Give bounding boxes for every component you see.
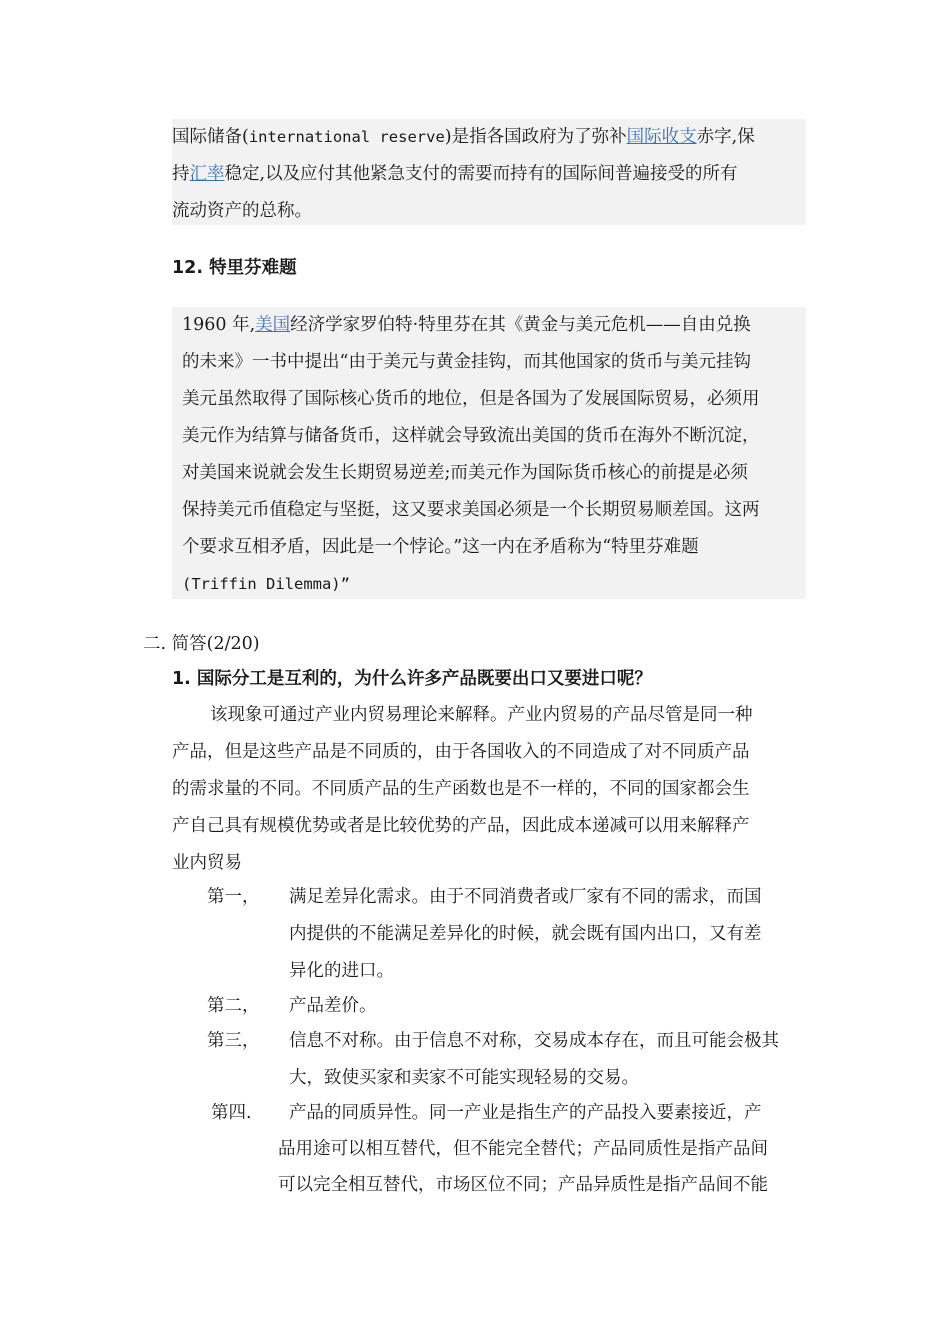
list-item-cont (0, 916, 950, 953)
list-item-cont (0, 1167, 950, 1204)
triffin-line-5: 对美国来说就会发生长期贸易逆差;而美元作为国际货币核心的前提是必须 (182, 463, 748, 483)
triffin-heading: 12. 特里芬难题 (172, 258, 297, 278)
question-1: 1. 国际分工是互利的，为什么许多产品既要出口又要进口呢？ (172, 669, 652, 689)
item-text: 信息不对称。由于信息不对称，交易成本存在，而且可能会极其 (289, 1031, 779, 1051)
item-label: 第二， (207, 996, 260, 1016)
item-text: 可以完全相互替代，市场区位不同；产品异质性是指产品间不能 (278, 1175, 768, 1195)
item-text: 异化的进口。 (289, 961, 394, 981)
answer-line-1: 该现象可通过产业内贸易理论来解释。产业内贸易的产品尽管是同一种 (210, 705, 753, 725)
list-item-cont (0, 1060, 950, 1097)
item-text: 产品的同质异性。同一产业是指生产的产品投入要素接近，产 (289, 1103, 762, 1123)
term-international-reserve: international reserve (248, 128, 445, 146)
reserve-line-2: 持汇率稳定,以及应付其他紧急支付的需要而持有的国际间普遍接受的所有 (172, 164, 738, 184)
list-item-cont (0, 953, 950, 990)
item-label: 第三， (207, 1031, 260, 1051)
answer-paragraph (172, 697, 812, 882)
answer-line-4: 产自己具有规模优势或者是比较优势的产品，因此成本递减可以用来解释产 (172, 816, 750, 836)
triffin-line-8: (Triffin Dilemma)” (182, 575, 350, 593)
triffin-paragraph (172, 307, 806, 599)
triffin-line-3: 美元虽然取得了国际核心货币的地位，但是各国为了发展国际贸易，必须用 (182, 389, 760, 409)
list-item (0, 1023, 950, 1060)
triffin-line-7: 个要求互相矛盾，因此是一个悖论。”这一内在矛盾称为“特里芬难题 (182, 537, 699, 557)
link-exchange-rate[interactable]: 汇率 (189, 164, 225, 184)
reserve-line-3: 流动资产的总称。 (172, 201, 312, 221)
list-item-cont (0, 1131, 950, 1168)
reserve-line-1: 国际储备(international reserve)是指各国政府为了弥补国际收支赤字,保 (172, 127, 755, 147)
triffin-line-2: 的未来》一书中提出“由于美元与黄金挂钩，而其他国家的货币与美元挂钩 (182, 352, 751, 372)
item-text: 品用途可以相互替代，但不能完全替代；产品同质性是指产品间 (278, 1139, 768, 1159)
item-text: 满足差异化需求。由于不同消费者或厂家有不同的需求，而国 (289, 887, 762, 907)
section-short-answer: 二. 简答(2/20) (143, 634, 260, 654)
item-label: 第四. (211, 1103, 252, 1123)
answer-line-3: 的需求量的不同。不同质产品的生产函数也是不一样的，不同的国家都会生 (172, 779, 750, 799)
answer-line-2: 产品，但是这些产品是不同质的，由于各国收入的不同造成了对不同质产品 (172, 742, 750, 762)
item-text: 产品差价。 (289, 996, 377, 1016)
triffin-line-1: 1960 年,美国经济学家罗伯特·特里芬在其《黄金与美元危机——自由兑换 (182, 315, 751, 335)
link-usa[interactable]: 美国 (255, 315, 291, 335)
item-label: 第一， (207, 887, 260, 907)
answer-line-5: 业内贸易 (172, 853, 242, 873)
item-text: 内提供的不能满足差异化的时候，就会既有国内出口，又有差 (289, 924, 762, 944)
list-item (0, 988, 950, 1025)
reserve-definition (172, 119, 806, 225)
list-item (0, 879, 950, 916)
triffin-line-4: 美元作为结算与储备货币，这样就会导致流出美国的货币在海外不断沉淀， (182, 426, 760, 446)
list-item (0, 1095, 950, 1132)
item-text: 大，致使买家和卖家不可能实现轻易的交易。 (289, 1068, 639, 1088)
link-balance-of-payments[interactable]: 国际收支 (626, 127, 697, 147)
triffin-line-6: 保持美元币值稳定与坚挺，这又要求美国必须是一个长期贸易顺差国。这两 (182, 500, 760, 520)
